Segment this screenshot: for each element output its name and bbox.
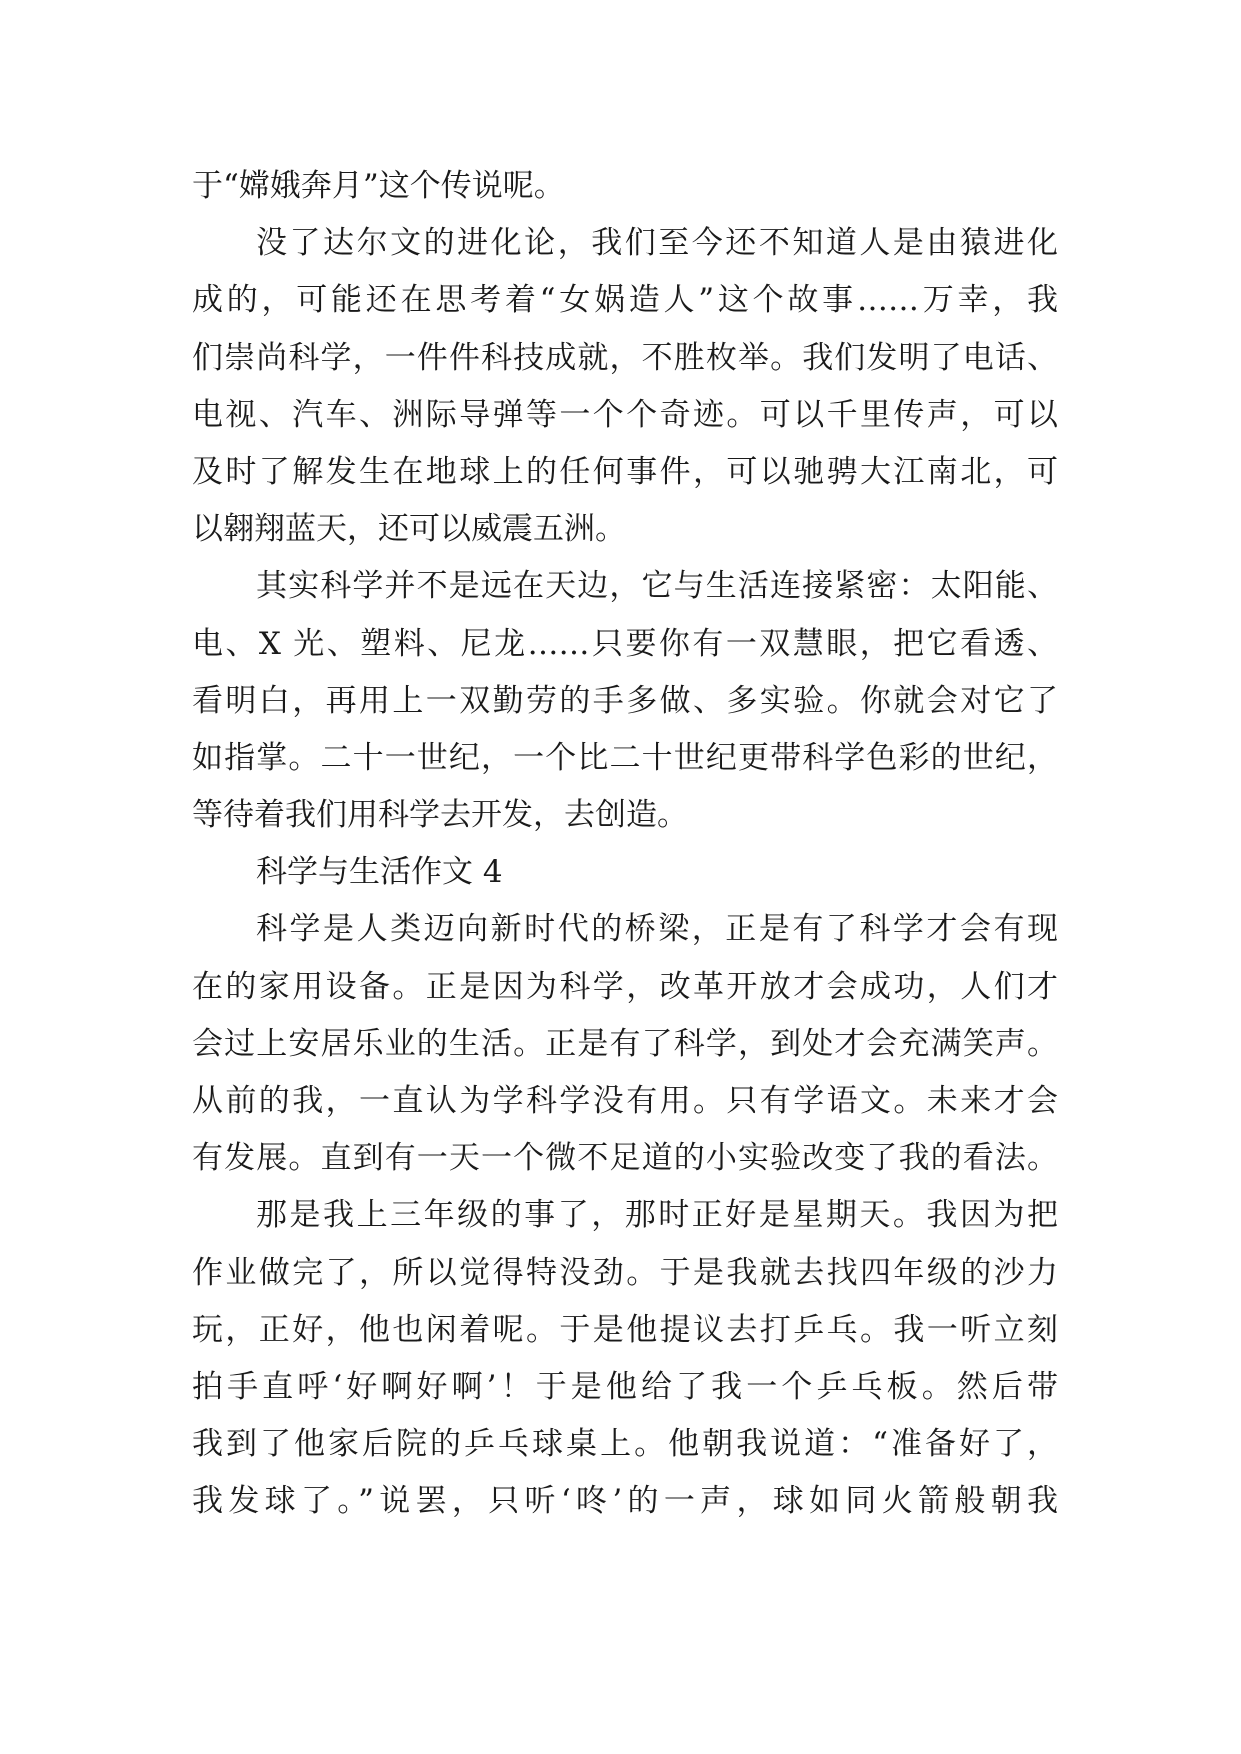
text-line: 看明白，再用上一双勤劳的手多做、多实验。你就会对它了 [192, 682, 1058, 719]
text-line: 拍手直呼‘好啊好啊’！于是他给了我一个乒乓板。然后带 [192, 1368, 1058, 1405]
text-line: 我到了他家后院的乒乓球桌上。他朝我说道：“准备好了， [192, 1426, 1058, 1463]
text-line: 从前的我，一直认为学科学没有用。只有学语文。未来才会 [192, 1083, 1058, 1119]
text-line: 玩，正好，他也闲着呢。于是他提议去打乒乓。我一听立刻 [192, 1311, 1058, 1348]
text-line: 会过上安居乐业的生活。正是有了科学，到处才会充满笑声。 [192, 1025, 1058, 1062]
text-line: 们崇尚科学，一件件科技成就，不胜枚举。我们发明了电话、 [192, 339, 1058, 376]
text-line: 电、X 光、塑料、尼龙……只要你有一双慧眼，把它看透、 [192, 625, 1058, 662]
document-body [192, 158, 1058, 1531]
text-line: 有发展。直到有一天一个微不足道的小实验改变了我的看法。 [192, 1140, 1058, 1177]
text-line: 其实科学并不是远在天边，它与生活连接紧密：太阳能、 [256, 568, 1058, 605]
text-line: 科学是人类迈向新时代的桥梁，正是有了科学才会有现 [256, 911, 1058, 948]
text-line: 及时了解发生在地球上的任何事件，可以驰骋大江南北，可 [192, 453, 1058, 490]
text-line: 没了达尔文的进化论，我们至今还不知道人是由猿进化 [256, 225, 1058, 262]
text-line: 于“嫦娥奔月”这个传说呢。 [192, 168, 565, 204]
text-line: 在的家用设备。正是因为科学，改革开放才会成功，人们才 [192, 968, 1058, 1005]
section-heading: 科学与生活作文 4 [256, 854, 503, 891]
text-line: 以翱翔蓝天，还可以威震五洲。 [192, 511, 626, 548]
text-line: 成的，可能还在思考着“女娲造人”这个故事……万幸，我 [192, 282, 1058, 319]
text-line: 那是我上三年级的事了，那时正好是星期天。我因为把 [256, 1197, 1058, 1234]
text-line: 作业做完了，所以觉得特没劲。于是我就去找四年级的沙力 [192, 1254, 1058, 1291]
text-line: 我发球了。”说罢，只听‘咚’的一声，球如同火箭般朝我 [192, 1483, 1058, 1520]
text-line: 如指掌。二十一世纪，一个比二十世纪更带科学色彩的世纪， [192, 739, 1058, 776]
text-line: 电视、汽车、洲际导弹等一个个奇迹。可以千里传声，可以 [192, 396, 1058, 433]
text-line: 等待着我们用科学去开发，去创造。 [192, 797, 688, 834]
